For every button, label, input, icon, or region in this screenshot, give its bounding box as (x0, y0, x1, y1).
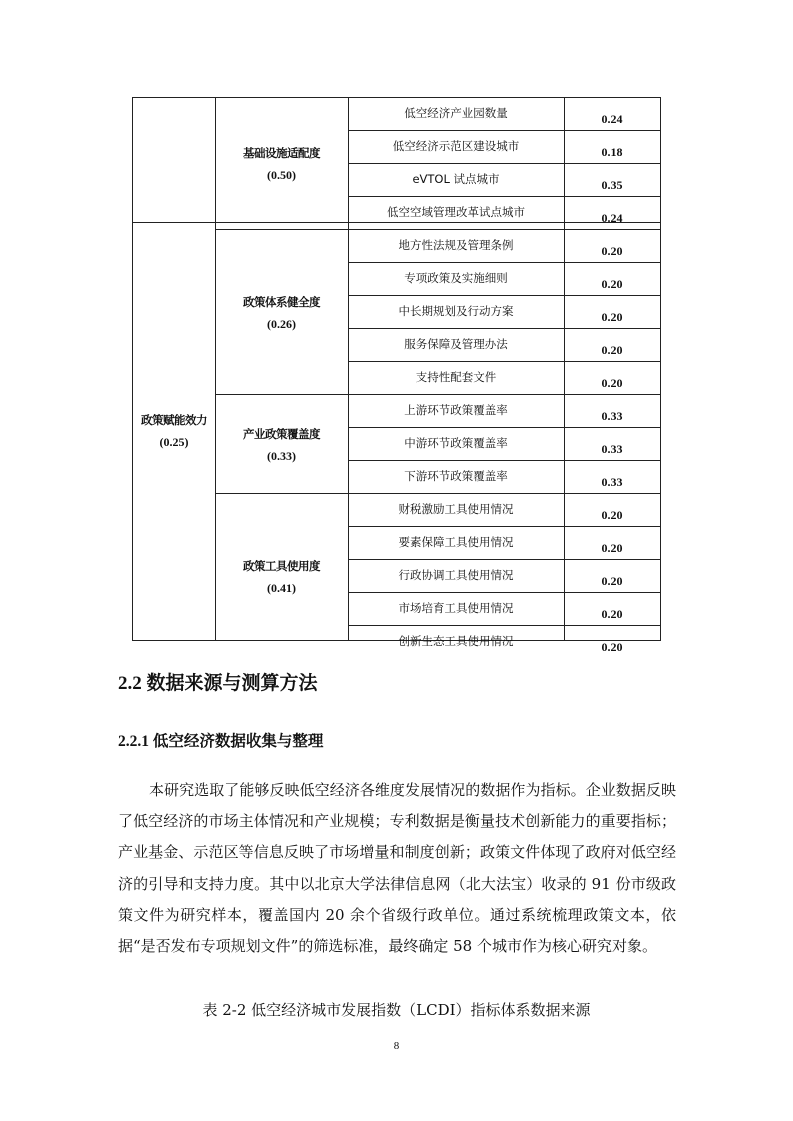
indicator-label: 创新生态工具使用情况 (398, 633, 514, 648)
subsection-heading: 2.2.1 低空经济数据收集与整理 (118, 733, 324, 750)
indicator-weight: 0.20 (601, 607, 623, 621)
group-cell (215, 395, 348, 494)
indicator-weight: 0.18 (601, 145, 623, 159)
indicator-table (132, 97, 661, 654)
indicator-weight: 0.20 (601, 376, 623, 390)
group-name: 基础设施适配度 (243, 146, 320, 160)
indicator-label: 低空经济产业园数量 (404, 105, 508, 120)
indicator-label: 专项政策及实施细则 (404, 270, 508, 285)
indicator-label: 下游环节政策覆盖率 (404, 468, 508, 483)
group-name: 产业政策覆盖度 (243, 426, 320, 441)
indicator-weight: 0.20 (601, 244, 623, 258)
indicator-label: 地方性法规及管理条例 (398, 237, 514, 252)
indicator-label: 低空经济示范区建设城市 (392, 138, 520, 153)
group-weight: (0.50) (267, 168, 296, 182)
indicator-label: 市场培育工具使用情况 (398, 600, 514, 615)
page-number: 8 (393, 1040, 400, 1052)
table-caption: 表 2-2 低空经济城市发展指数（LCDI）指标体系数据来源 (202, 1001, 591, 1019)
indicator-weight: 0.20 (601, 277, 623, 291)
group-cell (215, 494, 348, 659)
group-weight: (0.41) (267, 580, 296, 595)
indicator-weight: 0.24 (601, 211, 623, 225)
group-name: 政策体系健全度 (243, 294, 320, 309)
indicator-label: 低空空域管理改革试点城市 (387, 204, 525, 219)
indicator-label: 上游环节政策覆盖率 (404, 402, 508, 417)
group-weight: (0.26) (267, 316, 296, 331)
indicator-label: 财税激励工具使用情况 (398, 501, 514, 516)
dimension-name: 政策赋能效力 (141, 413, 207, 427)
indicator-weight: 0.20 (601, 541, 623, 555)
group-name: 政策工具使用度 (243, 558, 320, 573)
dimension-cell (133, 222, 215, 640)
body-paragraph: 本研究选取了能够反映低空经济各维度发展情况的数据作为指标。企业数据反映了低空经济的市场主体情况和产业规模；专利数据是衡量技术创新能力的重要指标；产业基金、示范区等信息反映了市场增量和制度创新；政策文件体现了政府对低空经济的引导和支持力度。其中以北京大学法律信息网（北大法宝）收录的 91 份市级政策文件为研究样本，覆盖国内 20 余个省级行政单位。通过系统梳理政策文本，依据“是否发布专项规划文件”的筛选标准，最终确定 58 个城市作为核心研究对象。 (118, 781, 676, 956)
dimension-weight: (0.25) (159, 435, 189, 449)
indicator-weight: 0.24 (601, 112, 623, 126)
indicator-label: 服务保障及管理办法 (404, 336, 508, 351)
indicator-label: 中长期规划及行动方案 (398, 303, 514, 318)
indicator-weight: 0.20 (601, 343, 623, 357)
indicator-label: 行政协调工具使用情况 (398, 567, 514, 582)
section-heading: 2.2 数据来源与测算方法 (118, 673, 318, 694)
indicator-weight: 0.20 (601, 508, 623, 522)
indicator-label: 要素保障工具使用情况 (398, 534, 514, 549)
group-cell (215, 98, 348, 230)
indicator-weight: 0.35 (601, 178, 623, 192)
indicator-weight: 0.20 (601, 640, 623, 654)
indicator-weight: 0.20 (601, 574, 623, 588)
indicator-weight: 0.33 (601, 475, 623, 489)
group-weight: (0.33) (267, 448, 296, 463)
indicator-weight: 0.20 (601, 310, 623, 324)
indicator-label: 支持性配套文件 (415, 369, 497, 384)
indicator-weight: 0.33 (601, 442, 623, 456)
indicator-weight: 0.33 (601, 409, 623, 423)
indicator-label: eVTOL 试点城市 (412, 171, 500, 186)
group-cell (215, 230, 348, 395)
indicator-label: 中游环节政策覆盖率 (404, 435, 508, 450)
